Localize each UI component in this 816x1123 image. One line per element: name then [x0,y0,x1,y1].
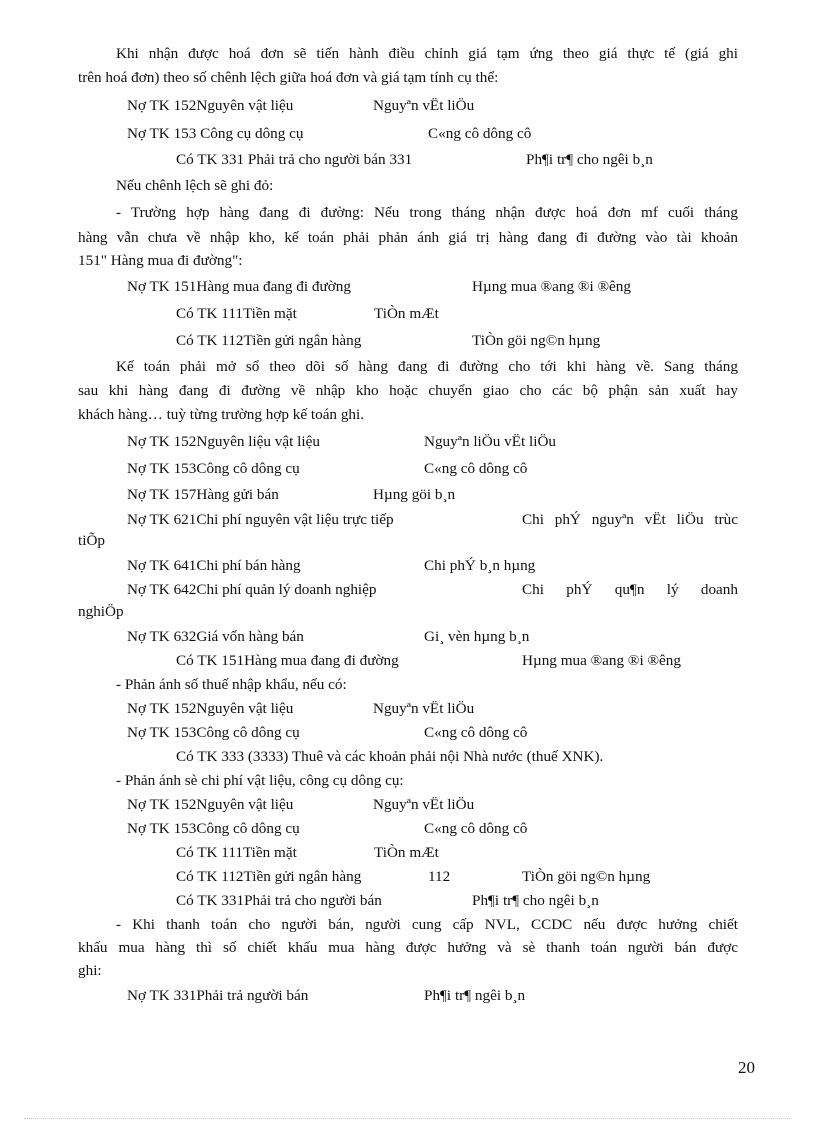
entry-wrap: nghiÖp [78,603,124,620]
paragraph-line: khách hàng… tuỳ từng trường hợp kế toán ghi. [78,406,365,423]
entry-account: Nợ TK 641Chi phí bán hàng [127,557,301,574]
entry-garbled: Nguyªn vËt liÖu [373,796,475,813]
entry-account: Nợ TK 152Nguyên vật liệu [127,97,294,114]
paragraph-line: Kế toán phải mở sổ theo dõi số hàng đang đi đường cho tới khi hàng về. Sang tháng [116,358,738,375]
entry-garbled: Chi phÝ qu¶n lý doanh [522,581,738,598]
entry-account: Nợ TK 152Nguyên vật liệu [127,796,294,813]
entry-account: Có TK 112Tiền gửi ngân hàng [176,332,362,349]
entry-garbled: Ph¶i tr¶ cho ngêi b¸n [472,892,599,909]
entry-account: Nợ TK 152Nguyên liệu vật liệu [127,433,320,450]
entry-garbled: Nguyªn vËt liÖu [373,97,475,114]
entry-account: Có TK 331 Phải trả cho người bán 331 [176,151,413,168]
entry-account: Nợ TK 153Công cô dông cụ [127,460,300,477]
entry-garbled: TiÒn göi ng©n hµng [472,332,601,349]
entry-garbled: Hµng mua ®ang ®i ®êng [522,652,681,669]
entry-garbled: C«ng cô dông cô [424,460,528,477]
paragraph-line: Có TK 333 (3333) Thuê và các khoản phải nội Nhà nước (thuế XNK). [176,748,604,765]
entry-garbled: Nguyªn vËt liÖu [373,700,475,717]
entry-account: Nợ TK 151Hàng mua đang đi đường [127,278,351,295]
entry-garbled: TiÒn mÆt [374,305,439,322]
entry-account: Nợ TK 621Chi phí nguyên vật liệu trực tiếp [127,511,394,528]
footer-divider [24,1118,792,1119]
entry-garbled: Gi¸ vèn hµng b¸n [424,628,530,645]
entry-account: Nợ TK 157Hàng gửi bán [127,486,279,503]
entry-account: Có TK 151Hàng mua đang đi đường [176,652,399,669]
paragraph-line: - Phản ánh số thuế nhập khẩu, nếu có: [116,676,347,693]
entry-account: Nợ TK 153 Công cụ dông cụ [127,125,304,142]
entry-garbled: C«ng cô dông cô [424,724,528,741]
entry-account: Có TK 331Phải trả cho người bán [176,892,382,909]
entry-extra: 112 [428,868,451,885]
entry-garbled: Chi phÝ b¸n hµng [424,557,536,574]
entry-wrap: tiÕp [78,532,106,549]
entry-account: Nợ TK 152Nguyên vật liệu [127,700,294,717]
entry-account: Có TK 112Tiền gửi ngân hàng [176,868,362,885]
entry-garbled: C«ng cô dông cô [428,125,532,142]
entry-garbled: Ph¶i tr¶ ngêi b¸n [424,987,526,1004]
entry-garbled: Hµng göi b¸n [373,486,456,503]
entry-garbled: Nguyªn liÖu vËt liÖu [424,433,557,450]
paragraph-line: - Khi thanh toán cho người bán, người cung cấp NVL, CCDC nếu được hưởng chiết [116,916,738,933]
entry-account: Nợ TK 642Chi phí quản lý doanh nghiệp [127,581,377,598]
paragraph-line: hàng vẫn chưa về nhập kho, kế toán phải phản ánh giá trị hàng đang đi đường vào tài khoản [78,229,738,246]
entry-account: Có TK 111Tiền mặt [176,305,297,322]
paragraph-line: trên hoá đơn) theo số chênh lệch giữa hoá đơn và giá tạm tính cụ thể: [78,69,499,86]
paragraph-line: ghi: [78,962,102,979]
page-number: 20 [738,1058,755,1077]
entry-garbled: TiÒn göi ng©n hµng [522,868,651,885]
entry-garbled: C«ng cô dông cô [424,820,528,837]
paragraph-line: Nếu chênh lệch sẽ ghi đỏ: [116,177,274,194]
entry-account: Nợ TK 153Công cô dông cụ [127,820,300,837]
paragraph-line: sau khi hàng đang đi đường về nhập kho hoặc chuyển giao cho các bộ phận sản xuất hay [78,382,738,399]
entry-garbled: Hµng mua ®ang ®i ®êng [472,278,631,295]
paragraph-line: khấu mua hàng thì số chiết khấu mua hàng được hưởng và sè thanh toán người bán được [78,939,738,956]
entry-account: Có TK 111Tiền mặt [176,844,297,861]
entry-account: Nợ TK 153Công cô dông cụ [127,724,300,741]
entry-account: Nợ TK 331Phải trả người bán [127,987,309,1004]
entry-garbled: Ph¶i tr¶ cho ngêi b¸n [526,151,653,168]
entry-garbled: TiÒn mÆt [374,844,439,861]
paragraph-line: - Trường hợp hàng đang đi đường: Nếu trong tháng nhận được hoá đơn mf cuối tháng [116,204,738,221]
paragraph-line: Khi nhận được hoá đơn sẽ tiến hành điều chỉnh giá tạm ứng theo giá thực tế (giá ghi [116,45,738,62]
entry-account: Nợ TK 632Giá vốn hàng bán [127,628,304,645]
paragraph-line: - Phản ánh sè chi phí vật liệu, công cụ dông cụ: [116,772,404,789]
entry-garbled: Chi phÝ nguyªn vËt liÖu trùc [522,511,738,528]
paragraph-line: 151" Hàng mua đi đường": [78,252,243,269]
